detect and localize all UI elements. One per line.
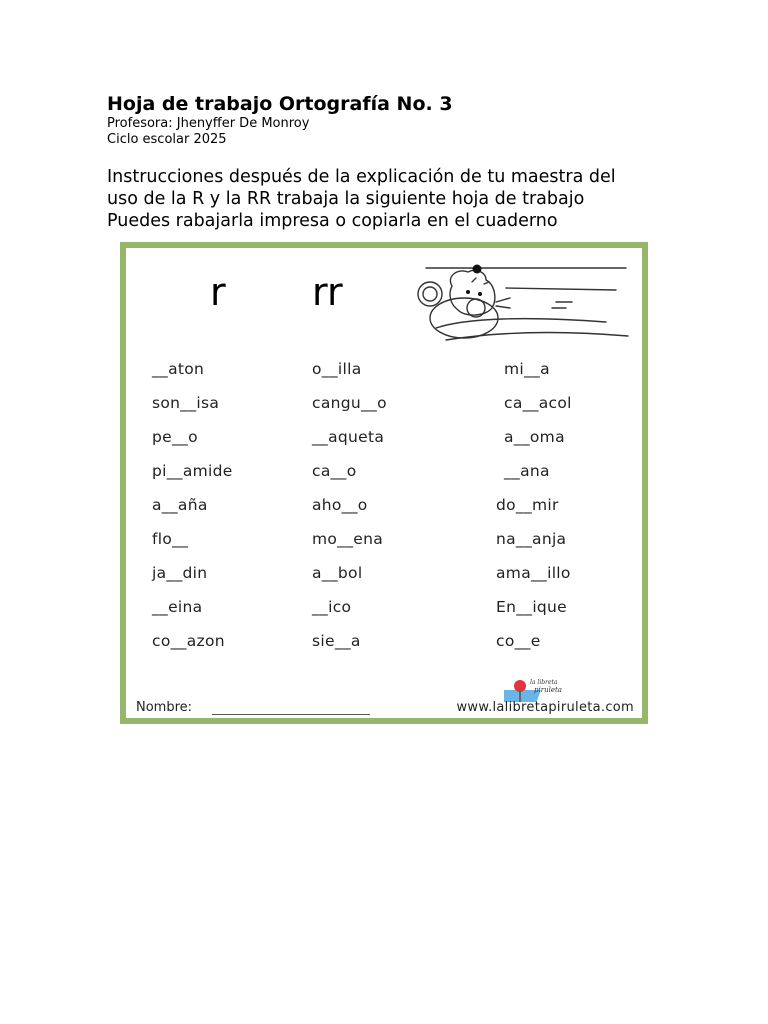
heading-r: r [210, 270, 226, 314]
list-item: flo__ [152, 530, 189, 548]
instructions [107, 166, 687, 232]
instructions-line: uso de la R y la RR trabaja la siguiente hoja de trabajo [107, 189, 585, 209]
list-item: sie__a [312, 632, 361, 650]
svg-text:la libreta: la libreta [530, 679, 558, 686]
name-label: Nombre: [136, 700, 193, 715]
list-item: ca__acol [504, 394, 572, 412]
list-item: co__azon [152, 632, 225, 650]
list-item: ama__illo [496, 564, 571, 582]
list-item: mi__a [504, 360, 550, 378]
instructions-line: Puedes rabajarla impresa o copiarla en el cuaderno [107, 211, 558, 231]
heading-rr: rr [312, 270, 343, 314]
svg-text:piruleta: piruleta [534, 686, 562, 694]
list-item: __aton [152, 360, 205, 378]
mouse-illustration [406, 258, 636, 348]
name-line [212, 714, 370, 715]
website-url: www.lalibretapiruleta.com [456, 700, 634, 715]
list-item: pi__amide [152, 462, 233, 480]
list-item: a__bol [312, 564, 363, 582]
instructions-line: Instrucciones después de la explicación de tu maestra del [107, 167, 616, 187]
school-cycle: Ciclo escolar 2025 [107, 132, 227, 147]
worksheet-image [120, 242, 648, 724]
list-item: son__isa [152, 394, 220, 412]
list-item: a__aña [152, 496, 208, 514]
list-item: mo__ena [312, 530, 384, 548]
list-item: na__anja [496, 530, 567, 548]
list-item: __ico [312, 598, 352, 616]
list-item: cangu__o [312, 394, 387, 412]
list-item: __eina [152, 598, 203, 616]
list-item: __ana [504, 462, 550, 480]
list-item: pe__o [152, 428, 198, 446]
list-item: o__illa [312, 360, 362, 378]
list-item: do__mir [496, 496, 559, 514]
list-item: co__e [496, 632, 541, 650]
worksheet-header [107, 92, 453, 148]
list-item: ja__din [152, 564, 208, 582]
list-item: a__oma [504, 428, 565, 446]
list-item: __aqueta [312, 428, 385, 446]
list-item: aho__o [312, 496, 368, 514]
list-item: ca__o [312, 462, 357, 480]
page-title: Hoja de trabajo Ortografía No. 3 [107, 93, 453, 115]
list-item: En__ique [496, 598, 568, 616]
teacher-name: Profesora: Jhenyffer De Monroy [107, 116, 310, 131]
